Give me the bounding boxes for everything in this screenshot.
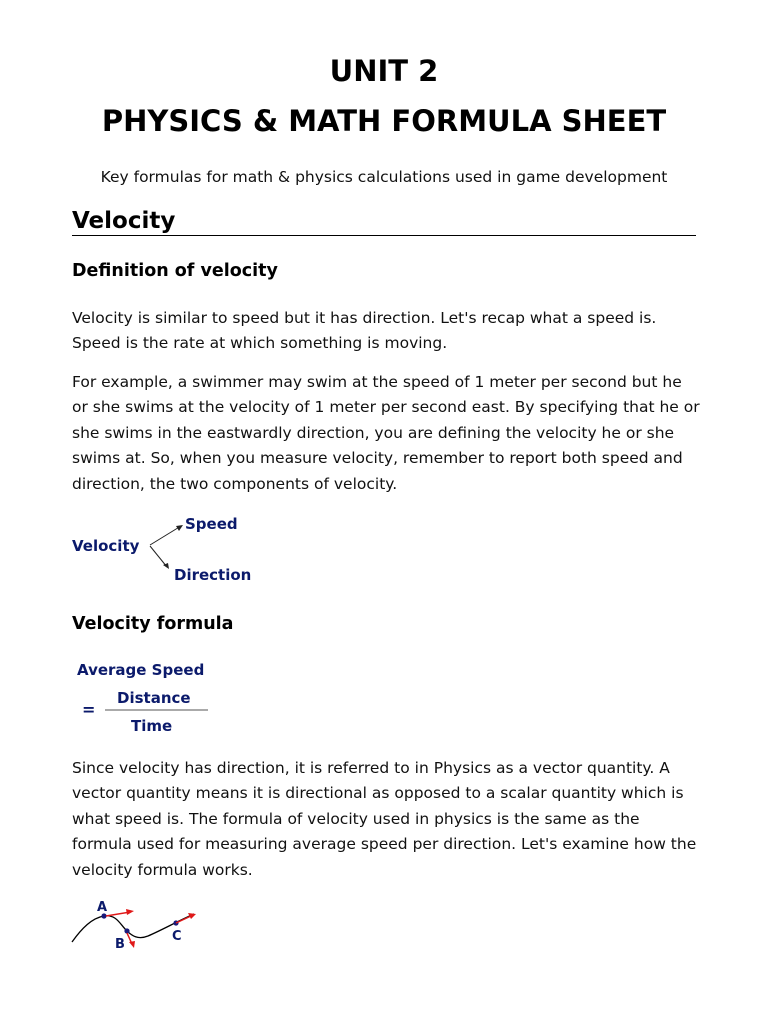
definition-paragraph-2: For example, a swimmer may swim at the speed of 1 meter per second but he or she swims at the velocity of 1 meter per second east. By specifying that he or she swims in the eastwardly direction, you are defining the velocity he or she swims at. So, when you measure velocity, remember to report both speed and direction, the two components of velocity.	[72, 373, 700, 493]
label-b: B	[115, 937, 125, 952]
arrow-to-speed	[150, 526, 181, 545]
sheet-title: PHYSICS & MATH FORMULA SHEET	[101, 104, 667, 138]
arrow-to-direction	[150, 546, 167, 567]
arrowhead-a	[126, 909, 134, 915]
label-a: A	[97, 900, 108, 915]
unit-title: UNIT 2	[329, 54, 439, 88]
formula-heading: Velocity formula	[72, 614, 234, 634]
velocity-arrow-c	[176, 916, 191, 923]
velocity-components-diagram	[70, 508, 270, 586]
point-b-marker	[124, 928, 129, 933]
definition-paragraph-1: Velocity is similar to speed but it has direction. Let's recap what a speed is. Speed is the rate at which something is moving.	[72, 309, 657, 353]
average-speed-formula	[72, 654, 222, 738]
arrowhead-b	[129, 941, 135, 948]
definition-heading: Definition of velocity	[72, 261, 278, 281]
subtitle: Key formulas for math & physics calculations used in game development	[100, 168, 668, 186]
diagram-velocity-label: Velocity	[72, 537, 140, 555]
formula-label: Average Speed	[77, 661, 205, 679]
formula-numerator: Distance	[117, 689, 191, 707]
label-c: C	[172, 929, 182, 944]
diagram-direction-label: Direction	[174, 566, 252, 584]
formula-paragraph: Since velocity has direction, it is referred to in Physics as a vector quantity. A vector quantity means it is directional as opposed to a scalar quantity which is what speed is. The formula of velocity used in physics is the same as the formula used for measuring average speed per direction. Let's examine how the velocity formula works.	[72, 759, 697, 879]
velocity-path-diagram	[70, 896, 210, 954]
formula-denominator: Time	[131, 717, 173, 735]
section-heading-velocity: Velocity	[72, 208, 696, 236]
velocity-arrow-a	[106, 912, 130, 916]
formula-equals: =	[82, 700, 96, 719]
diagram-speed-label: Speed	[185, 515, 238, 533]
